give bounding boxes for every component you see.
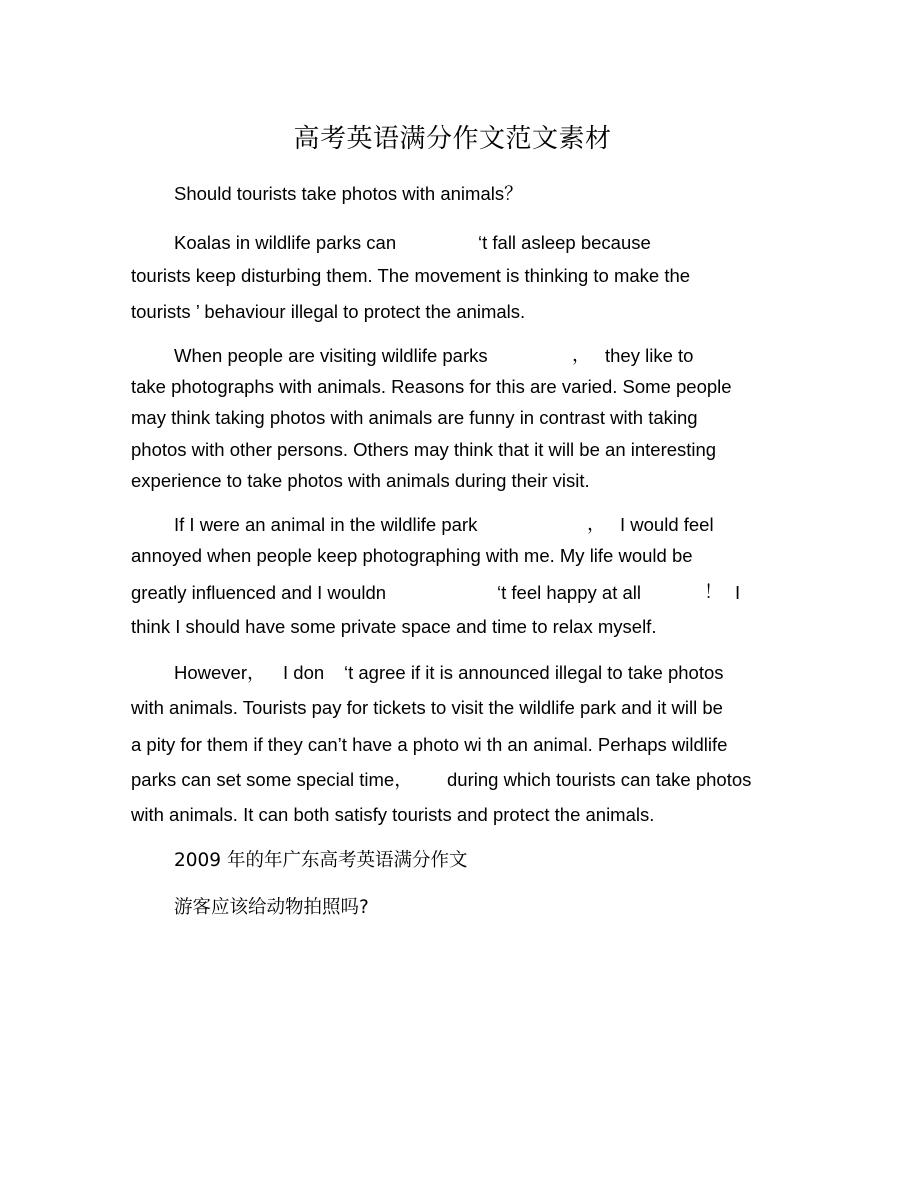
p4-line1-b: I don bbox=[283, 662, 325, 683]
p3-line1-b: I would feel bbox=[620, 514, 714, 535]
p1-line2: tourists keep disturbing them. The movement is thinking to make the bbox=[131, 265, 691, 286]
p3-line4: think I should have some private space and time to relax myself. bbox=[131, 616, 657, 637]
p1-line1-a: Koalas in wildlife parks can bbox=[174, 232, 397, 253]
p4-line5: with animals. It can both satisfy tourists and protect the animals. bbox=[131, 804, 655, 825]
p2-line1-a: When people are visiting wildlife parks bbox=[174, 345, 488, 366]
p2-line1-comma: ， bbox=[572, 345, 591, 366]
p4-line1-a: However， bbox=[174, 662, 266, 683]
p3-line3-c: I bbox=[735, 582, 741, 603]
footer-line-2: 游客应该给动物拍照吗? bbox=[174, 897, 369, 918]
p3-line1-a: If I were an animal in the wildlife park bbox=[174, 514, 478, 535]
essay-question: Should tourists take photos with animals？ bbox=[174, 183, 523, 204]
p4-line4-b: during which tourists can take photos bbox=[447, 769, 752, 790]
p2-line3: may think taking photos with animals are funny in contrast with taking bbox=[131, 407, 698, 428]
document-title: 高考英语满分作文范文素材 bbox=[293, 124, 612, 154]
p2-line2: take photographs with animals. Reasons for this are varied. Some people bbox=[131, 376, 732, 397]
p3-line3-exclaim: ！ bbox=[704, 582, 723, 603]
p1-line1-b: ‘t fall asleep because bbox=[478, 232, 651, 253]
p2-line4: photos with other persons. Others may think that it will be an interesting bbox=[131, 439, 717, 460]
p4-line4-a: parks can set some special time， bbox=[131, 769, 413, 790]
p3-line3-a: greatly influenced and I wouldn bbox=[131, 582, 387, 603]
p3-line3-b: ‘t feel happy at all bbox=[497, 582, 641, 603]
p2-line1-b: they like to bbox=[605, 345, 694, 366]
p4-line1-c: ‘t agree if it is announced illegal to take photos bbox=[344, 662, 724, 683]
p2-line5: experience to take photos with animals during their visit. bbox=[131, 470, 590, 491]
footer-line-1: 2009 年的年广东高考英语满分作文 bbox=[174, 850, 468, 871]
p3-line1-comma: ， bbox=[587, 514, 606, 535]
p1-line3: tourists ’ behaviour illegal to protect the animals. bbox=[131, 301, 526, 322]
p3-line2: annoyed when people keep photographing with me. My life would be bbox=[131, 545, 693, 566]
p4-line2: with animals. Tourists pay for tickets to visit the wildlife park and it will be bbox=[131, 697, 723, 718]
p4-line3: a pity for them if they can’t have a photo wi th an animal. Perhaps wildlife bbox=[131, 734, 728, 755]
